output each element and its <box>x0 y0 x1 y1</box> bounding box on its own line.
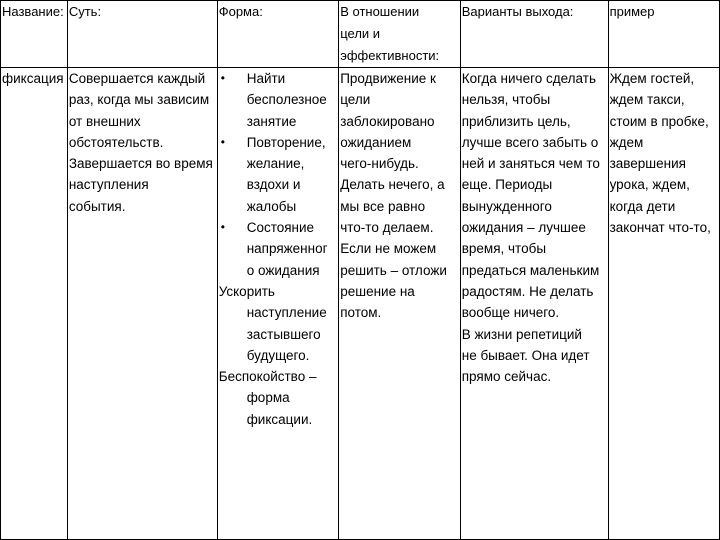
header-example: пример <box>608 1 719 68</box>
form-bullet-text: Повторение, желание, вздохи и жалобы <box>246 134 326 214</box>
bullet-icon: • <box>220 71 225 85</box>
form-bullet-text: Найти бесполезное занятие <box>246 71 327 129</box>
cell-exit-options: Когда ничего сделать нельзя, чтобы приблизить цель, лучше всего забыть о ней и заняться чем то еще. Периоды вынужденного ожидания – лучшее время, чтобы предаться маленьким радостям. Не делать вообще ничего. В жизни репетиций не бывает. Она идет прямо сейчас. <box>460 68 608 540</box>
header-form: Форма: <box>217 1 339 68</box>
header-exit-options: Варианты выхода: <box>460 1 608 68</box>
table-row <box>1 68 720 540</box>
form-extra-item <box>219 281 338 366</box>
cell-form <box>217 68 339 540</box>
form-extra-first: Беспокойство – <box>218 369 317 385</box>
form-extra-item <box>219 366 338 430</box>
header-row <box>1 1 720 68</box>
form-extra-rest: форма фиксации. <box>246 390 313 427</box>
cell-name: фиксация <box>1 68 68 540</box>
form-bullet-item <box>219 68 338 132</box>
header-essence: Суть: <box>67 1 217 68</box>
cell-essence: Совершается каждый раз, когда мы зависим от внешних обстоятельств. Завершается во время наступления события. <box>67 68 217 540</box>
form-extra-first: Ускорить <box>218 283 275 299</box>
form-bullet-list <box>219 68 338 281</box>
bullet-icon: • <box>220 220 225 235</box>
header-goal-relation: В отношении цели и эффективности: <box>339 1 461 68</box>
cell-example: Ждем гостей, ждем такси, стоим в пробке, ждем завершения урока, ждем, когда дети закончат что-то, <box>608 68 719 540</box>
form-bullet-text: Состояние напряженног о ожидания <box>246 220 328 278</box>
header-name: Название: <box>1 1 68 68</box>
form-extra-rest: наступление застывшего будущего. <box>246 305 327 363</box>
form-bullet-item <box>219 217 338 281</box>
bullet-icon: • <box>220 134 225 149</box>
form-bullet-item <box>219 132 338 217</box>
cell-goal-relation: Продвижение к цели заблокировано ожиданием чего-нибудь. Делать нечего, а мы все равно что-то делаем. Если не можем решить – отложи решение на потом. <box>339 68 461 540</box>
